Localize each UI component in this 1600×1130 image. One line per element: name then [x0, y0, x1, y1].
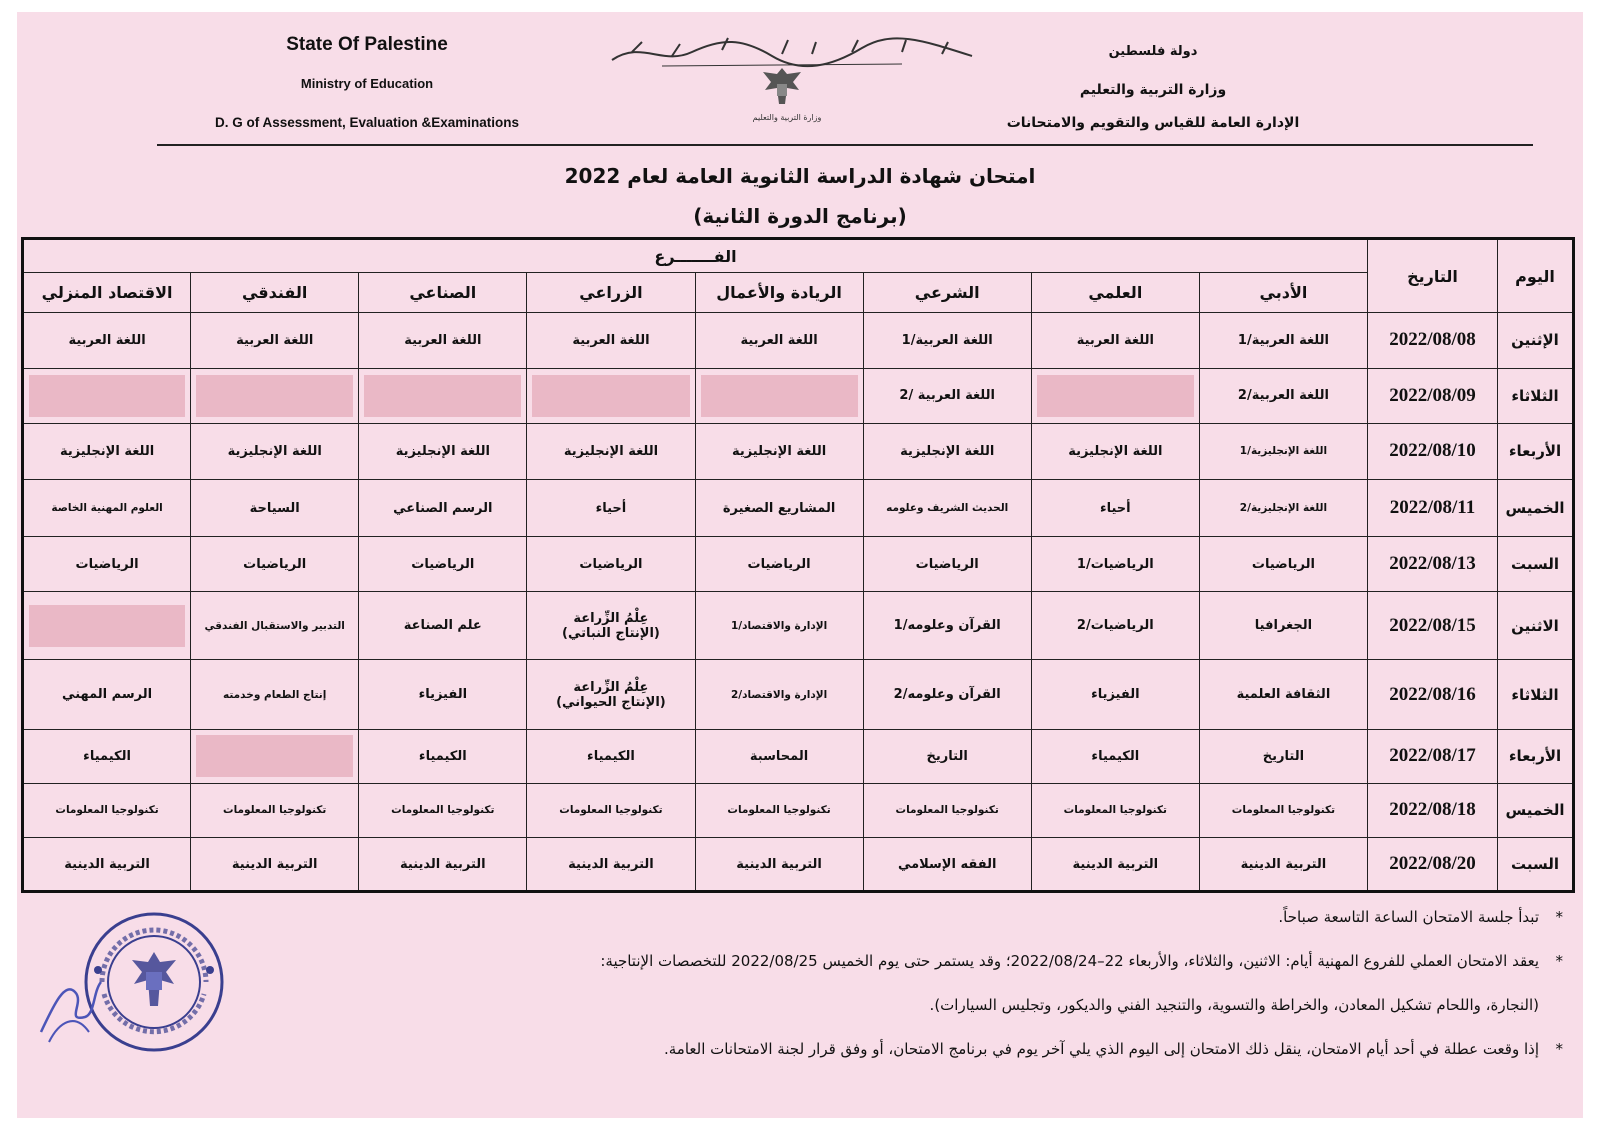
date-cell: 2022/08/17	[1368, 729, 1498, 783]
subject-cell	[527, 783, 695, 838]
subject-label: التربية الدينية	[1240, 856, 1327, 872]
note-3	[253, 1040, 1563, 1058]
subject-cell	[695, 423, 863, 480]
subject-label: تكنولوجيا المعلومات	[1231, 804, 1336, 817]
subject-label: اللغة الإنجليزية	[731, 443, 827, 459]
branch-header: الزراعي	[527, 273, 695, 313]
subject-label: الفيزياء	[418, 687, 468, 703]
subject-cell	[1199, 480, 1367, 537]
subject-label: المحاسبة	[749, 748, 809, 764]
subject-label: تكنولوجيا المعلومات	[895, 804, 999, 817]
subject-cell	[527, 729, 695, 783]
empty-subject-cell	[527, 368, 695, 423]
header-en-state: State Of Palestine	[286, 34, 448, 55]
subject-cell	[527, 313, 695, 369]
subject-label: التدبير والاستقبال الفندقي	[204, 619, 345, 632]
empty-subject-cell	[1031, 368, 1199, 423]
subject-cell	[695, 783, 863, 838]
subject-label: اللغة العربية	[236, 332, 314, 348]
subject-cell	[1031, 729, 1199, 783]
subject-cell	[359, 729, 527, 783]
subject-label: تكنولوجيا المعلومات	[391, 804, 495, 817]
subject-cell	[1031, 660, 1199, 729]
subject-label: الرياضيات	[243, 556, 307, 572]
subject-cell	[863, 537, 1031, 592]
subject-label: الإدارة والاقتصاد/2	[730, 688, 828, 701]
subject-cell	[359, 480, 527, 537]
schedule-row	[23, 537, 1574, 592]
subject-cell	[527, 591, 695, 659]
date-cell: 2022/08/10	[1368, 423, 1498, 480]
day-cell: الاثنين	[1498, 591, 1574, 659]
subject-label: تكنولوجيا المعلومات	[559, 804, 663, 817]
subject-cell	[23, 537, 191, 592]
subject-label: اللغة الإنجليزية/2	[1239, 502, 1328, 515]
subject-label: عِلْمُ الزِّراعة (الإنتاج الحيواني)	[556, 679, 666, 710]
subject-cell	[695, 838, 863, 892]
subject-label: اللغة العربية	[68, 332, 146, 348]
subject-label: الرسم المهني	[62, 687, 153, 703]
subject-cell	[1031, 783, 1199, 838]
subject-label: الجغرافيا	[1254, 618, 1313, 634]
date-cell: 2022/08/15	[1368, 591, 1498, 659]
subject-label: الرياضيات	[411, 556, 475, 572]
schedule-row	[23, 783, 1574, 838]
subject-cell	[695, 591, 863, 659]
subject-label: التربية الدينية	[1072, 856, 1159, 872]
subject-label: الكيمياء	[587, 748, 635, 764]
subject-cell	[1031, 591, 1199, 659]
subject-cell	[1031, 423, 1199, 480]
subject-cell	[527, 838, 695, 892]
header-ar-ministry: وزارة التربية والتعليم	[1079, 82, 1227, 98]
exam-schedule-table	[21, 237, 1575, 893]
subject-cell	[191, 537, 359, 592]
subject-label: الكيمياء	[1091, 748, 1140, 764]
shaded-blank	[364, 375, 521, 417]
subject-label: الرسم الصناعي	[393, 500, 493, 516]
day-cell: السبت	[1498, 537, 1574, 592]
date-cell: 2022/08/13	[1368, 537, 1498, 592]
day-cell: الإثنين	[1498, 313, 1574, 369]
schedule-row	[23, 368, 1574, 423]
subject-cell	[23, 313, 191, 369]
schedule-row	[23, 423, 1574, 480]
subject-label: التربية الدينية	[231, 856, 318, 872]
subject-cell	[695, 660, 863, 729]
subject-cell	[1031, 480, 1199, 537]
subject-cell	[359, 423, 527, 480]
header-branch: الفـــــــرع	[23, 239, 1368, 273]
subject-cell	[191, 423, 359, 480]
subject-label: إنتاج الطعام وخدمته	[223, 688, 327, 701]
subject-label: علم الصناعة	[403, 618, 482, 634]
emblem-caption: وزارة التربية والتعليم	[752, 113, 822, 122]
subject-cell	[1199, 729, 1367, 783]
subject-label: التاريخ	[1262, 748, 1305, 764]
subject-label: أحياء	[1099, 500, 1131, 516]
shaded-blank	[29, 375, 185, 417]
schedule-row	[23, 660, 1574, 729]
shaded-blank	[196, 735, 353, 777]
empty-subject-cell	[191, 368, 359, 423]
subject-cell	[863, 480, 1031, 537]
subject-label: الرياضيات	[1251, 556, 1315, 572]
subject-label: الرياضيات/2	[1076, 618, 1154, 634]
document-page	[17, 12, 1583, 1118]
date-cell: 2022/08/20	[1368, 838, 1498, 892]
subject-cell	[863, 838, 1031, 892]
subject-label: اللغة الإنجليزية	[395, 443, 490, 459]
subject-cell	[527, 480, 695, 537]
subject-label: اللغة العربية	[572, 332, 650, 348]
note-2-text: يعقد الامتحان العملي للفروع المهنية أيام: الاثنين، والثلاثاء، والأربعاء 22–2022/08/24؛ وقد يستمر حتى يوم الخميس 2022/08/25 للتخصصات الإنتاجية:	[600, 952, 1539, 970]
note-3-text: إذا وقعت عطلة في أحد أيام الامتحان، ينقل ذلك الامتحان إلى اليوم الذي يلي آخر يوم في برنامج الامتحان، أو وفق قرار لجنة الامتحانات العامة.	[663, 1040, 1539, 1058]
subject-label: الفقه الإسلامي	[897, 856, 997, 872]
subject-cell	[695, 313, 863, 369]
date-cell: 2022/08/11	[1368, 480, 1498, 537]
day-cell: الخميس	[1498, 480, 1574, 537]
subject-cell	[527, 660, 695, 729]
day-cell: الأربعاء	[1498, 729, 1574, 783]
subject-cell	[23, 838, 191, 892]
eagle-emblem-icon	[757, 64, 807, 112]
page-subtitle: (برنامج الدورة الثانية)	[693, 204, 907, 228]
subject-cell	[863, 423, 1031, 480]
day-cell: الثلاثاء	[1498, 660, 1574, 729]
subject-label: اللغة العربية	[404, 332, 482, 348]
subject-label: اللغة العربية	[1076, 332, 1154, 348]
bullet-star: *	[1555, 1040, 1563, 1058]
subject-cell	[23, 480, 191, 537]
subject-label: القرآن وعلومه/1	[893, 618, 1001, 634]
schedule-row	[23, 313, 1574, 369]
subject-cell	[191, 660, 359, 729]
schedule-row	[23, 591, 1574, 659]
header-date: التاريخ	[1368, 239, 1498, 313]
subject-cell	[23, 660, 191, 729]
subject-label: الإدارة والاقتصاد/1	[730, 619, 828, 632]
subject-cell	[863, 591, 1031, 659]
subject-cell	[527, 423, 695, 480]
page-title: امتحان شهادة الدراسة الثانوية العامة لعام 2022	[564, 164, 1036, 188]
subject-cell	[863, 729, 1031, 783]
subject-cell	[191, 838, 359, 892]
subject-label: الرياضيات	[579, 556, 643, 572]
subject-cell	[359, 660, 527, 729]
subject-label: اللغة الإنجليزية	[227, 443, 322, 459]
bullet-star: *	[1555, 952, 1563, 970]
subject-label: التربية الدينية	[568, 856, 654, 872]
subject-cell	[695, 537, 863, 592]
day-cell: الثلاثاء	[1498, 368, 1574, 423]
subject-label: الرياضيات/1	[1076, 556, 1154, 572]
shaded-blank	[196, 375, 353, 417]
subject-label: الفيزياء	[1091, 687, 1140, 703]
day-cell: السبت	[1498, 838, 1574, 892]
note-1-text: تبدأ جلسة الامتحان الساعة التاسعة صباحاً.	[1278, 908, 1539, 926]
schedule-row	[23, 480, 1574, 537]
subject-label: أحياء	[595, 500, 627, 516]
subject-cell	[863, 368, 1031, 423]
schedule-row	[23, 729, 1574, 783]
shaded-blank	[701, 375, 858, 417]
subject-label: اللغة الإنجليزية	[59, 443, 155, 459]
subject-cell	[359, 838, 527, 892]
subject-label: الرياضيات	[75, 556, 139, 572]
header-divider	[157, 144, 1533, 146]
subject-label: تكنولوجيا المعلومات	[55, 804, 159, 817]
subject-label: اللغة الإنجليزية	[900, 443, 995, 459]
date-cell: 2022/08/08	[1368, 313, 1498, 369]
subject-cell	[863, 783, 1031, 838]
subject-cell	[1031, 838, 1199, 892]
subject-label: الكيمياء	[83, 748, 131, 764]
subject-label: التاريخ	[926, 748, 968, 764]
subject-label: القرآن وعلومه/2	[893, 687, 1001, 703]
subject-cell	[695, 480, 863, 537]
subject-cell	[695, 729, 863, 783]
subject-cell	[1199, 313, 1367, 369]
empty-subject-cell	[23, 368, 191, 423]
subject-label: السياحة	[249, 500, 300, 516]
subject-cell	[1031, 537, 1199, 592]
shaded-blank	[1037, 375, 1194, 417]
subject-cell	[863, 313, 1031, 369]
subject-cell	[1199, 368, 1367, 423]
subject-label: التربية الدينية	[64, 856, 150, 872]
subject-cell	[23, 423, 191, 480]
subject-label: تكنولوجيا المعلومات	[727, 804, 831, 817]
subject-label: تكنولوجيا المعلومات	[1063, 804, 1167, 817]
branch-header: الصناعي	[359, 273, 527, 313]
handwritten-signature	[35, 962, 105, 1052]
subject-label: الثقافة العلمية	[1236, 687, 1331, 703]
subject-label: اللغة العربية/1	[901, 332, 993, 348]
date-cell: 2022/08/09	[1368, 368, 1498, 423]
header-en-dept: D. G of Assessment, Evaluation &Examinations	[214, 115, 520, 130]
subject-cell	[1199, 591, 1367, 659]
bullet-star: *	[1555, 908, 1563, 926]
subject-cell	[191, 480, 359, 537]
subject-cell	[359, 313, 527, 369]
header-ar-dept: الإدارة العامة للقياس والتقويم والامتحانات	[1006, 115, 1300, 131]
subject-label: التربية الدينية	[736, 856, 822, 872]
subject-cell	[1031, 313, 1199, 369]
subject-label: الكيمياء	[418, 748, 467, 764]
empty-subject-cell	[359, 368, 527, 423]
subject-cell	[527, 537, 695, 592]
subject-label: اللغة الإنجليزية/1	[1239, 445, 1328, 458]
subject-label: اللغة العربية/2	[1237, 388, 1329, 404]
subject-cell	[359, 783, 527, 838]
branch-header: الأدبي	[1199, 273, 1367, 313]
branch-header: الريادة والأعمال	[695, 273, 863, 313]
subject-cell	[1199, 537, 1367, 592]
subject-label: الرياضيات	[915, 556, 979, 572]
empty-subject-cell	[191, 729, 359, 783]
subject-label: اللغة العربية/1	[1237, 332, 1329, 348]
subject-cell	[863, 660, 1031, 729]
note-1	[253, 908, 1563, 926]
branch-header: الشرعي	[863, 273, 1031, 313]
branch-header: الفندقي	[191, 273, 359, 313]
subject-cell	[191, 313, 359, 369]
subject-cell	[1199, 423, 1367, 480]
subject-cell	[191, 783, 359, 838]
subject-label: اللغة الإنجليزية	[1068, 443, 1163, 459]
branch-header: الاقتصاد المنزلي	[23, 273, 191, 313]
shaded-blank	[532, 375, 689, 417]
empty-subject-cell	[695, 368, 863, 423]
subject-cell	[23, 783, 191, 838]
day-cell: الأربعاء	[1498, 423, 1574, 480]
header-day: اليوم	[1498, 239, 1574, 313]
subject-label: الرياضيات	[747, 556, 811, 572]
date-cell: 2022/08/18	[1368, 783, 1498, 838]
subject-label: عِلْمُ الزِّراعة (الإنتاج النباتي)	[562, 610, 660, 641]
subject-label: العلوم المهنية الخاصة	[51, 502, 163, 515]
schedule-row	[23, 838, 1574, 892]
header-ar-state: دولة فلسطين	[1108, 44, 1198, 59]
shaded-blank	[29, 605, 185, 647]
subject-label: المشاريع الصغيرة	[722, 500, 836, 516]
subject-cell	[1199, 783, 1367, 838]
subject-cell	[23, 729, 191, 783]
branch-header-row	[23, 273, 1574, 313]
subject-cell	[359, 591, 527, 659]
schedule-body	[23, 313, 1574, 892]
subject-label: اللغة العربية /2	[899, 388, 995, 404]
subject-cell	[359, 537, 527, 592]
branch-header: العلمي	[1031, 273, 1199, 313]
subject-cell	[1199, 838, 1367, 892]
subject-label: التربية الدينية	[400, 856, 486, 872]
subject-label: الحديث الشريف وعلومه	[886, 502, 1009, 515]
subject-cell	[1199, 660, 1367, 729]
subject-label: اللغة الإنجليزية	[563, 443, 659, 459]
note-2	[253, 952, 1563, 970]
empty-subject-cell	[23, 591, 191, 659]
subject-label: تكنولوجيا المعلومات	[223, 804, 327, 817]
note-2-continued: (النجارة، واللحام تشكيل المعادن، والخراطة والتسوية، والتنجيد الفني والديكور، وتجليس السيارات).	[929, 996, 1539, 1014]
date-cell: 2022/08/16	[1368, 660, 1498, 729]
day-cell: الخميس	[1498, 783, 1574, 838]
header-en-ministry: Ministry of Education	[300, 76, 434, 91]
subject-label: اللغة العربية	[740, 332, 818, 348]
subject-cell	[191, 591, 359, 659]
